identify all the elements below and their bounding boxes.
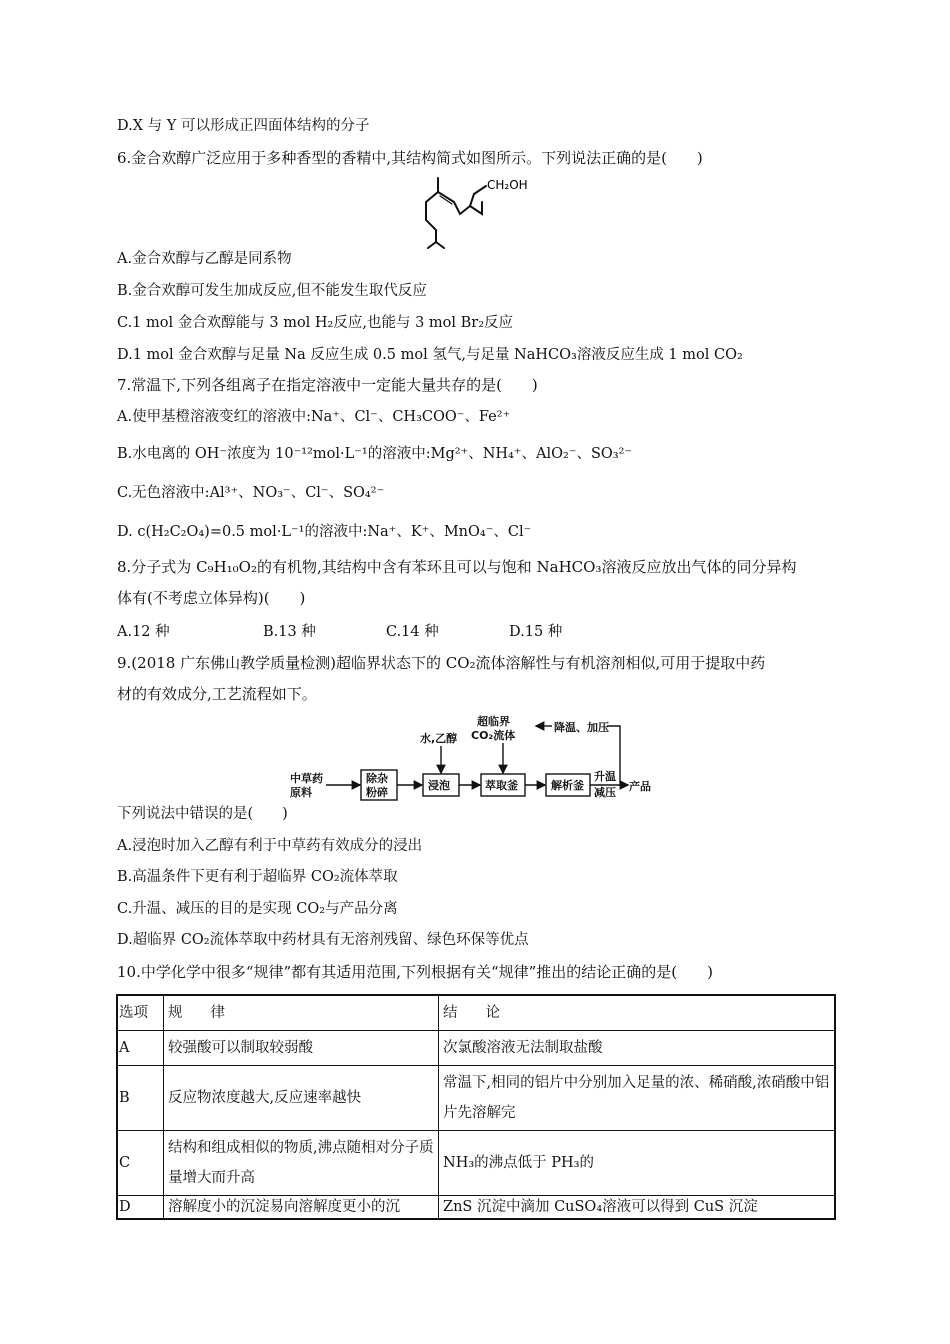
row-c-option: C — [117, 1131, 164, 1196]
q6-option-d: D.1 mol 金合欢醇与足量 Na 反应生成 0.5 mol 氢气,与足量 NaHCO₃溶液反应生成 1 mol CO₂ — [117, 347, 743, 363]
q9-option-d: D.超临界 CO₂流体萃取中药材具有无溶剂残留、绿色环保等优点 — [117, 932, 529, 948]
table-row — [117, 1066, 835, 1131]
row-a-conclusion: 次氯酸溶液无法制取盐酸 — [439, 1031, 836, 1066]
row-b-conclusion: 常温下,相同的铝片中分别加入足量的浓、稀硝酸,浓硝酸中铝片先溶解完 — [439, 1066, 836, 1131]
raw-material-label-2: 原料 — [290, 786, 312, 799]
q7-option-d: D. c(H₂C₂O₄)=0.5 mol·L⁻¹的溶液中:Na⁺、K⁺、MnO₄⁻、Cl⁻ — [117, 524, 532, 540]
q9-option-c: C.升温、减压的目的是实现 CO₂与产品分离 — [117, 901, 398, 917]
q8-stem-line1: 8.分子式为 C₉H₁₀O₂的有机物,其结构中含有苯环且可以与饱和 NaHCO₃溶液反应放出气体的同分异构 — [117, 558, 797, 576]
row-c-rule: 结构和组成相似的物质,沸点随相对分子质量增大而升高 — [164, 1131, 439, 1196]
farnesol-structure — [410, 174, 560, 250]
condition-depressurize: 减压 — [594, 786, 616, 799]
header-conclusion: 结论 — [439, 995, 836, 1031]
q8-stem-line2: 体有(不考虑立体异构)( ) — [117, 589, 306, 607]
row-d-option: D — [117, 1196, 164, 1220]
header-rule: 规律 — [164, 995, 439, 1031]
q10-stem: 10.中学化学中很多“规律”都有其适用范围,下列根据有关“规律”推出的结论正确的是( ) — [117, 963, 714, 981]
input-sc-co2-line2: CO₂流体 — [471, 729, 516, 742]
q8-option-c: C.14 种 — [386, 624, 439, 640]
q9-option-a: A.浸泡时加入乙醇有利于中草药有效成分的浸出 — [117, 838, 423, 854]
q6-option-c: C.1 mol 金合欢醇能与 3 mol H₂反应,也能与 3 mol Br₂反应 — [117, 315, 514, 331]
q9-option-b: B.高温条件下更有利于超临界 CO₂流体萃取 — [117, 869, 398, 885]
raw-material-label-1: 中草药 — [290, 772, 323, 785]
header-option: 选项 — [117, 995, 164, 1031]
table-row — [117, 1131, 835, 1196]
rules-table — [116, 994, 836, 1220]
box-purify-label-2: 粉碎 — [366, 786, 388, 799]
table-row — [117, 1196, 835, 1220]
row-c-conclusion: NH₃的沸点低于 PH₃的 — [439, 1131, 836, 1196]
q8-option-b: B.13 种 — [263, 624, 316, 640]
row-b-option: B — [117, 1066, 164, 1131]
row-a-rule: 较强酸可以制取较弱酸 — [164, 1031, 439, 1066]
q7-option-b: B.水电离的 OH⁻浓度为 10⁻¹²mol·L⁻¹的溶液中:Mg²⁺、NH₄⁺、AlO₂⁻、SO₃²⁻ — [117, 446, 633, 462]
q8-option-a: A.12 种 — [117, 624, 170, 640]
table-row — [117, 1031, 835, 1066]
box-extract-label: 萃取釜 — [485, 779, 518, 792]
row-d-conclusion: ZnS 沉淀中滴加 CuSO₄溶液可以得到 CuS 沉淀 — [439, 1196, 836, 1220]
q5-option-d: D.X 与 Y 可以形成正四面体结构的分子 — [117, 118, 370, 134]
row-b-rule: 反应物浓度越大,反应速率越快 — [164, 1066, 439, 1131]
condition-heat: 升温 — [594, 770, 616, 783]
q7-option-c: C.无色溶液中:Al³⁺、NO₃⁻、Cl⁻、SO₄²⁻ — [117, 485, 385, 501]
ch2oh-label: CH₂OH — [487, 178, 528, 192]
row-d-rule: 溶解度小的沉淀易向溶解度更小的沉 — [164, 1196, 439, 1220]
input-water-ethanol: 水,乙醇 — [420, 732, 458, 745]
row-a-option: A — [117, 1031, 164, 1066]
product-label: 产品 — [629, 780, 651, 793]
q6-stem: 6.金合欢醇广泛应用于多种香型的香精中,其结构简式如图所示。下列说法正确的是( ) — [117, 149, 703, 167]
q9-ask: 下列说法中错误的是( ) — [117, 806, 288, 822]
q7-option-a: A.使甲基橙溶液变红的溶液中:Na⁺、Cl⁻、CH₃COO⁻、Fe²⁺ — [117, 409, 511, 425]
q8-option-d: D.15 种 — [509, 624, 563, 640]
box-soak-label: 浸泡 — [428, 779, 450, 792]
q6-option-b: B.金合欢醇可发生加成反应,但不能发生取代反应 — [117, 283, 427, 299]
box-purify-label-1: 除杂 — [366, 772, 388, 785]
recycle-label: 降温、加压 — [554, 721, 609, 734]
q9-stem-line1: 9.(2018 广东佛山教学质量检测)超临界状态下的 CO₂流体溶解性与有机溶剂相似,可用于提取中药 — [117, 654, 766, 672]
q9-stem-line2: 材的有效成分,工艺流程如下。 — [117, 685, 317, 703]
q6-option-a: A.金合欢醇与乙醇是同系物 — [117, 251, 292, 267]
table-header-row — [117, 995, 835, 1031]
process-flow-diagram — [290, 712, 670, 804]
q7-stem: 7.常温下,下列各组离子在指定溶液中一定能大量共存的是( ) — [117, 376, 538, 394]
input-sc-co2-line1: 超临界 — [477, 715, 510, 728]
box-desorb-label: 解析釜 — [551, 779, 584, 792]
